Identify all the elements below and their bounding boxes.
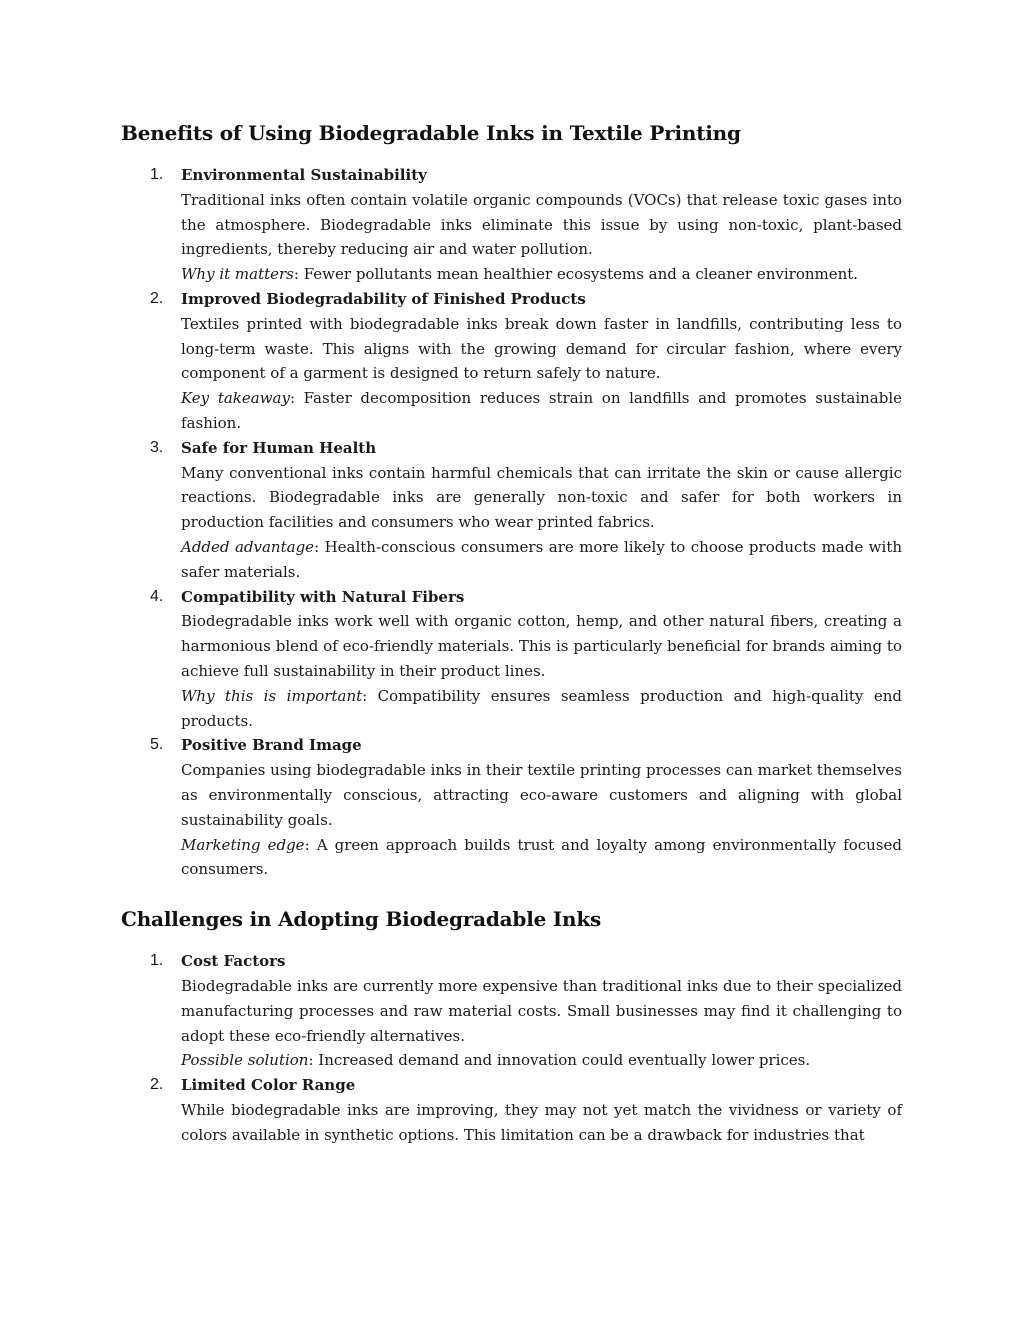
list-number: 2. xyxy=(150,289,164,307)
note-label: Possible solution xyxy=(181,1051,309,1070)
item-body: Biodegradable inks are currently more expensive than traditional inks due to their specialized manufacturing processes and raw material costs. Small businesses may find it challenging to adopt these eco-friendly alternatives. xyxy=(181,976,902,1045)
note-text: : Faster decomposition reduces strain on landfills and promotes sustainable fashion. xyxy=(181,389,902,432)
item-body: While biodegradable inks are improving, they may not yet match the vividness or variety of colors available in synthetic options. This limitation can be a drawback for industries that xyxy=(181,1100,902,1144)
note-text: : Increased demand and innovation could eventually lower prices. xyxy=(308,1051,811,1070)
note-label: Why this is important xyxy=(181,686,363,705)
list-number: 5. xyxy=(150,736,164,754)
note-label: Added advantage xyxy=(181,537,315,556)
item-title: Improved Biodegradability of Finished Products xyxy=(181,289,586,308)
item-note xyxy=(181,535,902,585)
item-title: Environmental Sustainability xyxy=(181,166,427,184)
item-body: Textiles printed with biodegradable inks break down faster in landfills, contributing less to long-term waste. This aligns with the growing demand for circular fashion, where every component of a garment is designed to return safely to nature. xyxy=(181,314,902,383)
item-title: Limited Color Range xyxy=(181,1076,356,1095)
list-item xyxy=(121,1073,902,1147)
list-number: 4. xyxy=(150,587,164,605)
section-heading-challenges: Challenges in Adopting Biodegradable Inks xyxy=(121,907,602,932)
item-note xyxy=(181,684,902,734)
item-note xyxy=(181,833,902,883)
note-text: : A green approach builds trust and loyalty among environmentally focused consumers. xyxy=(181,835,902,879)
item-title: Cost Factors xyxy=(181,952,286,971)
item-note xyxy=(181,386,902,436)
item-body: Many conventional inks contain harmful chemicals that can irritate the skin or cause allergic reactions. Biodegradable inks are generally non-toxic and safer for both workers in production facilities and consumers who wear printed fabrics. xyxy=(181,463,902,532)
item-note xyxy=(181,1048,902,1073)
item-title: Positive Brand Image xyxy=(181,736,362,755)
section-heading-benefits: Benefits of Using Biodegradable Inks in Textile Printing xyxy=(121,121,741,145)
list-item xyxy=(121,436,902,585)
list-item xyxy=(121,733,902,882)
item-body: Traditional inks often contain volatile organic compounds (VOCs) that release toxic gases into the atmosphere. Biodegradable inks eliminate this issue by using non-toxic, plant-based ingredients, thereby reducing air and water pollution. xyxy=(181,190,902,259)
note-text: : Health-conscious consumers are more likely to choose products made with safer materials. xyxy=(181,537,903,581)
benefits-list xyxy=(121,163,902,882)
list-number: 1. xyxy=(150,166,164,183)
list-item xyxy=(121,287,902,436)
item-title: Safe for Human Health xyxy=(181,438,377,457)
note-text: : Fewer pollutants mean healthier ecosystems and a cleaner environment. xyxy=(293,265,859,284)
challenges-list xyxy=(121,949,902,1147)
note-label: Marketing edge xyxy=(181,835,305,854)
list-item xyxy=(121,163,902,287)
item-body: Biodegradable inks work well with organic cotton, hemp, and other natural fibers, creating a harmonious blend of eco-friendly materials. This is particularly beneficial for brands aiming to achieve full sustainability in their product lines. xyxy=(181,612,902,680)
note-text: : Compatibility ensures seamless production and high-quality end products. xyxy=(181,686,902,730)
item-title: Compatibility with Natural Fibers xyxy=(181,587,465,606)
list-number: 1. xyxy=(150,952,164,970)
list-item xyxy=(121,949,902,1073)
list-number: 3. xyxy=(150,438,164,456)
list-item xyxy=(121,585,902,734)
note-label: Key takeaway xyxy=(181,389,290,408)
item-body: Companies using biodegradable inks in their textile printing processes can market themselves as environmentally conscious, attracting eco-aware customers and aligning with global sustainability goals. xyxy=(181,761,902,829)
list-number: 2. xyxy=(150,1076,164,1094)
note-label: Why it matters xyxy=(181,265,294,284)
item-note xyxy=(181,262,902,287)
